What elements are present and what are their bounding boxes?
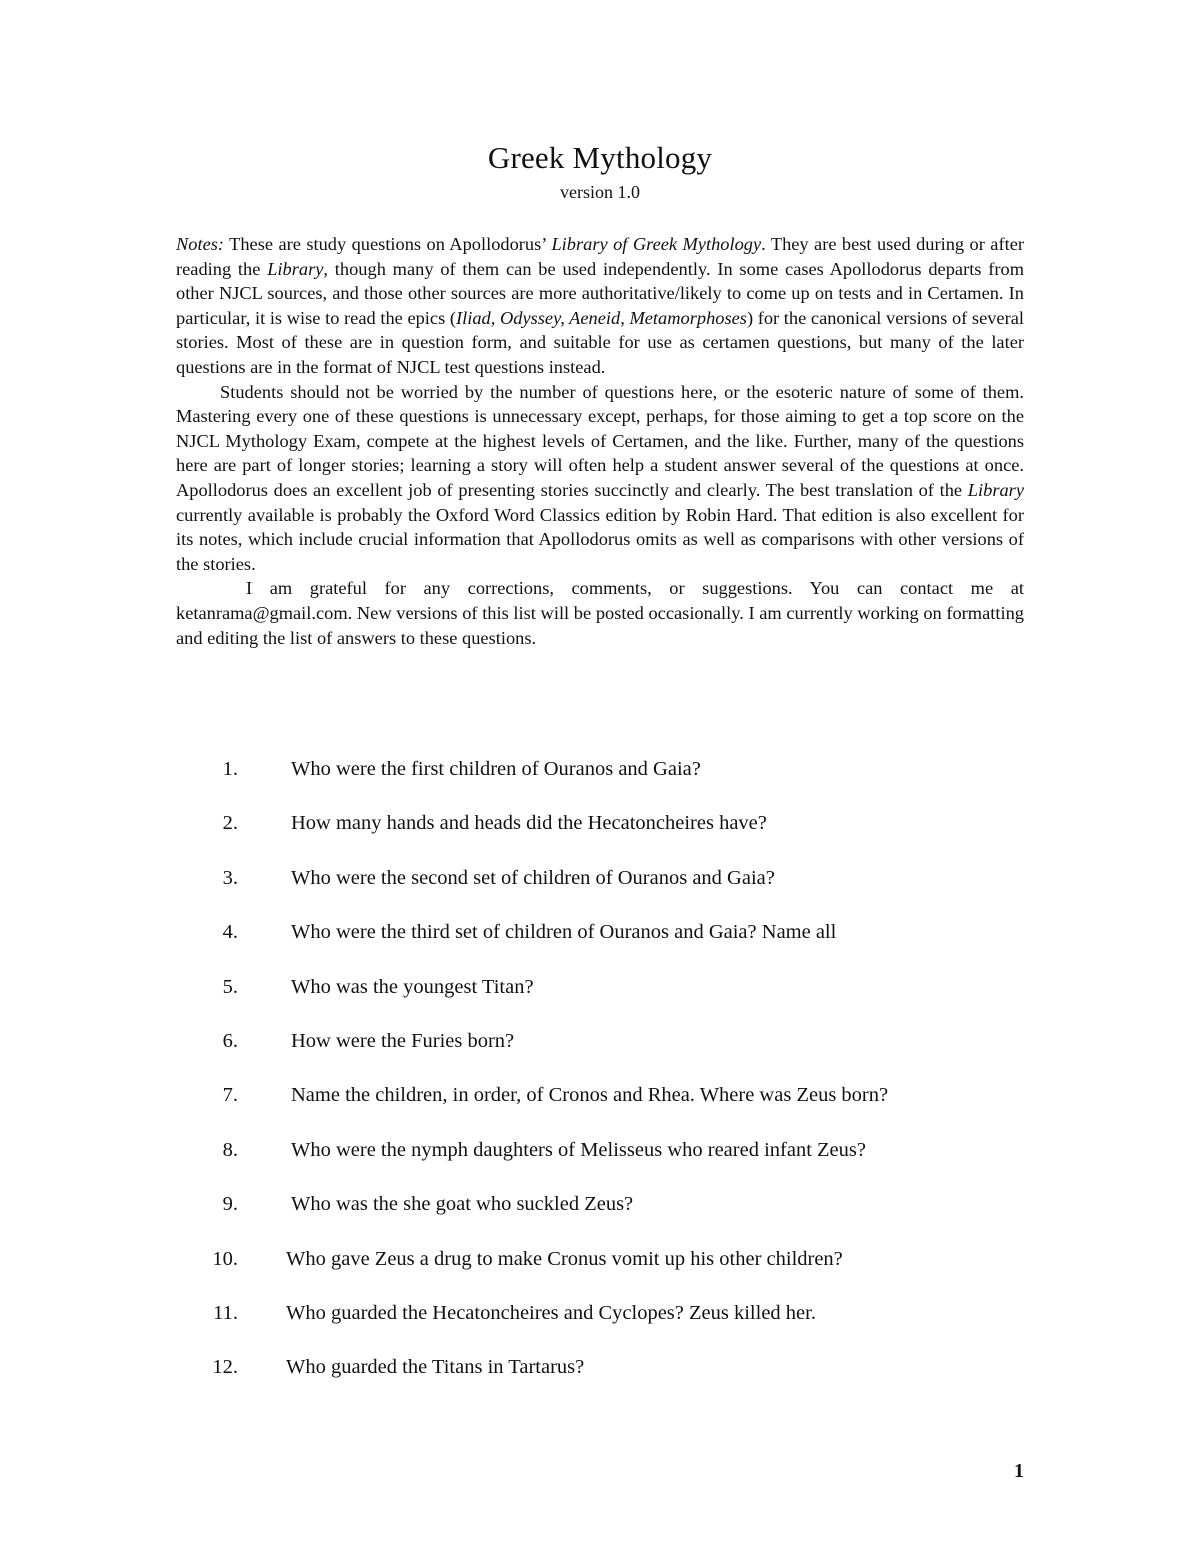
question-item: [0, 861, 1200, 915]
question-item: [0, 1242, 1200, 1296]
book-title: Library: [267, 258, 324, 279]
version-label: version 1.0: [560, 182, 640, 202]
epic-titles: Iliad, Odyssey, Aeneid, Metamorphoses: [456, 307, 747, 328]
question-item: [0, 1187, 1200, 1241]
question-text: Who were the nymph daughters of Melisseus who reared infant Zeus?: [291, 1138, 866, 1161]
page-number: 1: [1014, 1460, 1024, 1482]
question-item: [0, 752, 1200, 806]
question-item: [0, 806, 1200, 860]
document-title: Greek Mythology: [487, 140, 713, 175]
question-text: Who was the she goat who suckled Zeus?: [291, 1193, 634, 1216]
question-number: 3.: [222, 866, 238, 889]
question-text: Who were the first children of Ouranos and Gaia?: [291, 758, 701, 780]
notes-paragraph-3: [176, 576, 1024, 650]
question-text: How were the Furies born?: [291, 1029, 515, 1052]
question-list: [0, 752, 1200, 1405]
question-item: [0, 1133, 1200, 1187]
question-text: Who gave Zeus a drug to make Cronus vomit up his other children?: [286, 1247, 843, 1270]
question-text: Who were the third set of children of Ouranos and Gaia? Name all: [291, 921, 837, 944]
question-number: 4.: [222, 921, 238, 944]
question-number: 2.: [222, 812, 238, 835]
question-number: 12.: [212, 1356, 238, 1379]
notes-text: , though many of them can be used independently. In some cases Apollodorus departs from other NJCL sources, and those other sources are more authoritative/likely to come up on tests and in Certamen. In particular, it is wise to read the epics (: [176, 258, 1024, 328]
question-text: Who guarded the Titans in Tartarus?: [286, 1356, 585, 1379]
question-text: How many hands and heads did the Hecatoncheires have?: [291, 812, 767, 835]
question-text: Name the children, in order, of Cronos and Rhea. Where was Zeus born?: [291, 1084, 889, 1107]
question-item: [0, 1350, 1200, 1404]
question-item: [0, 1296, 1200, 1350]
notes-text: These are study questions on Apollodorus’: [224, 234, 552, 254]
question-number: 8.: [222, 1138, 238, 1161]
notes-label: Notes:: [176, 234, 225, 254]
question-number: 5.: [222, 975, 238, 998]
question-item: [0, 1078, 1200, 1132]
notes-text: ) for the canonical versions of several stories. Most of these are in question form, and suitable for use as certamen questions, but many of the later questions are in the format of NJCL test questions instead.: [176, 307, 1024, 377]
notes-text: Students should not be worried by the number of questions here, or the esoteric nature of some of them. Mastering every one of these questions is unnecessary except, perhaps, for those aiming to get a top score on the NJCL Mythology Exam, compete at the highest levels of Certamen, and the like. Further, many of the questions here are part of longer stories; learning a story will often help a student answer several of the questions at once. Apollodorus does an excellent job of presenting stories succinctly and clearly. The best translation of the: [176, 381, 1024, 500]
notes-text: currently available is probably the Oxford Word Classics edition by Robin Hard. That edition is also excellent for its notes, which include crucial information that Apollodorus omits as well as comparisons with other versions of the stories.: [176, 504, 1024, 574]
question-item: [0, 970, 1200, 1024]
notes-text: . They are best used during or after reading the: [176, 234, 1024, 279]
question-item: [0, 915, 1200, 969]
notes-text: I am grateful for any corrections, comments, or suggestions. You can contact me at ketanrama@gmail.com. New versions of this list will be posted occasionally. I am currently working on formatting and editing the list of answers to these questions.: [176, 578, 1024, 648]
notes-section: [176, 232, 1024, 650]
question-number: 10.: [212, 1247, 238, 1270]
question-number: 11.: [213, 1301, 238, 1324]
notes-paragraph-2: [176, 380, 1024, 577]
question-number: 1.: [222, 758, 238, 780]
question-item: [0, 1024, 1200, 1078]
question-number: 9.: [222, 1193, 238, 1216]
question-text: Who was the youngest Titan?: [291, 975, 534, 998]
book-title: Library: [967, 479, 1024, 500]
book-title: Library of Greek Mythology: [551, 234, 762, 254]
question-text: Who guarded the Hecatoncheires and Cyclopes? Zeus killed her.: [286, 1301, 816, 1324]
notes-paragraph-1: [176, 232, 1024, 380]
question-number: 7.: [222, 1084, 238, 1107]
question-number: 6.: [222, 1029, 238, 1052]
question-text: Who were the second set of children of Ouranos and Gaia?: [291, 866, 775, 889]
